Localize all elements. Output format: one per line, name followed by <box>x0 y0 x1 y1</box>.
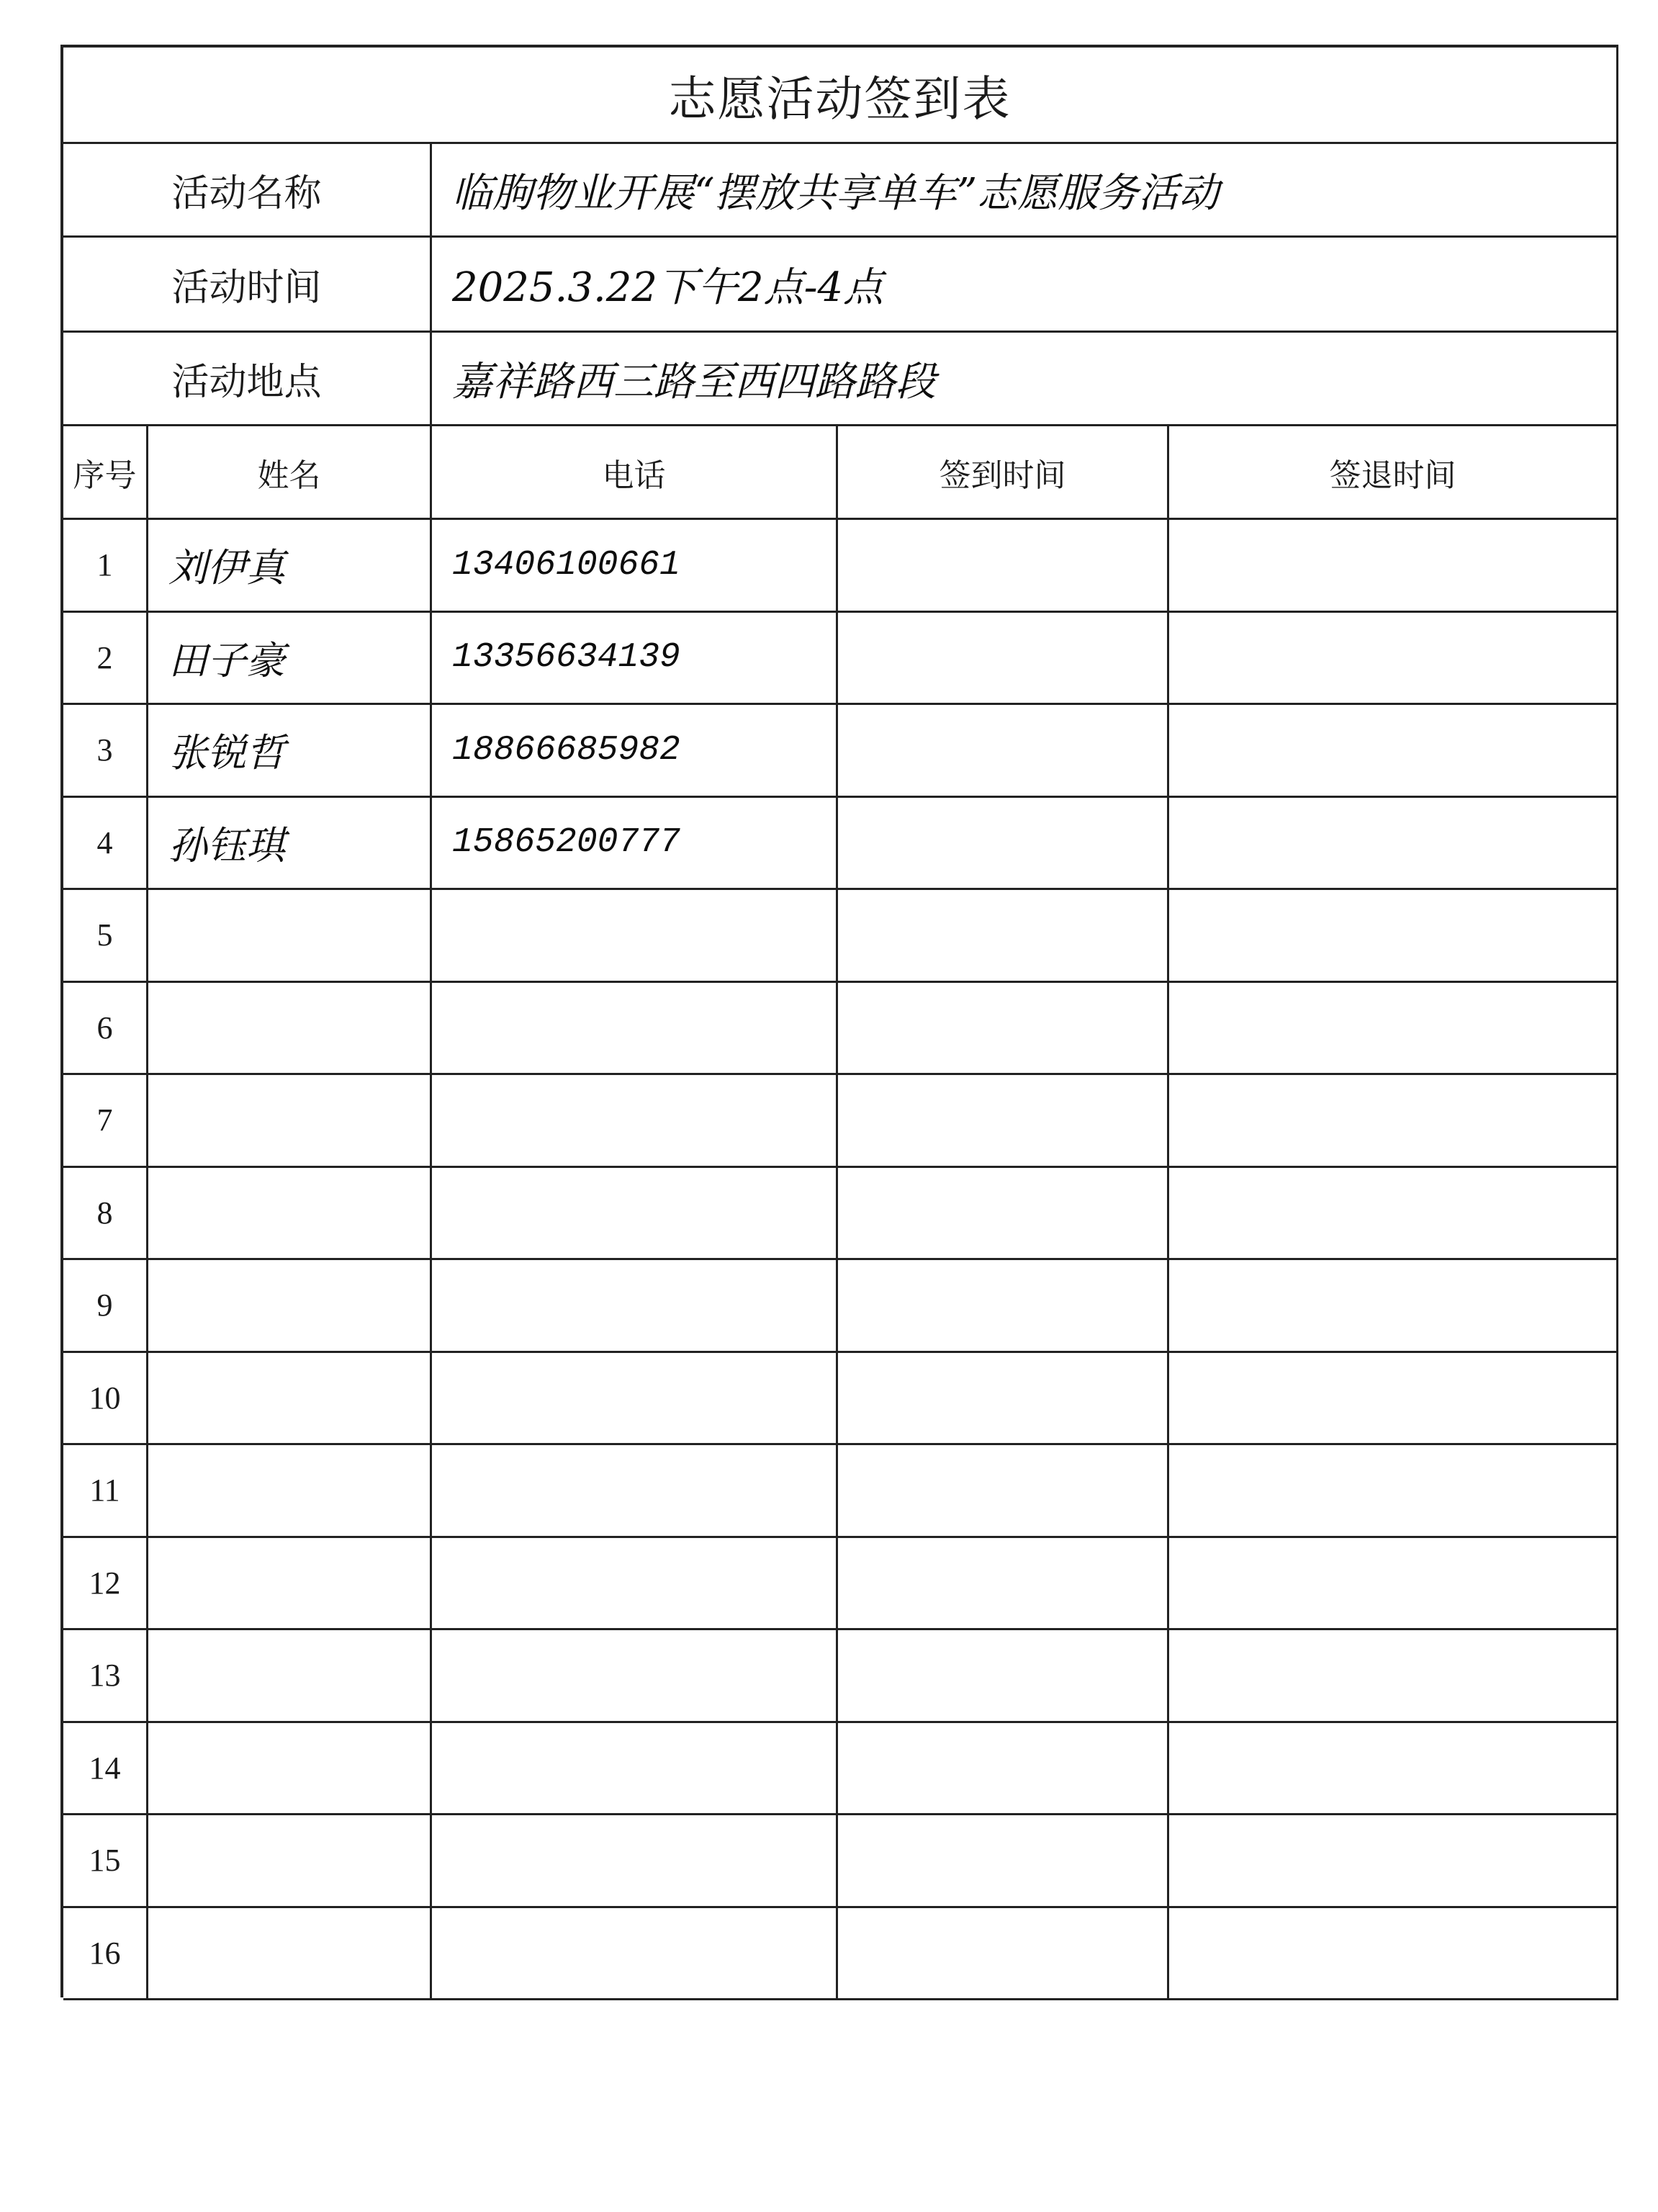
checkout-time <box>1169 798 1618 889</box>
activity-name-value: 临朐物业开展“摆放共享单车”志愿服务活动 <box>432 144 1618 235</box>
info-row-activity-name <box>63 144 1618 238</box>
row-number: 10 <box>63 1353 148 1444</box>
checkout-time <box>1169 1353 1618 1444</box>
table-row <box>63 613 1618 706</box>
checkin-time <box>838 890 1169 981</box>
signer-phone <box>432 1445 838 1536</box>
signer-phone <box>432 1168 838 1259</box>
table-row <box>63 520 1618 613</box>
checkin-time <box>838 1908 1169 1999</box>
signer-phone <box>432 1353 838 1444</box>
checkin-time <box>838 520 1169 611</box>
signer-name: 张锐哲 <box>148 705 432 796</box>
signer-name: 孙钰琪 <box>148 798 432 889</box>
checkin-time <box>838 705 1169 796</box>
info-label: 活动地点 <box>63 333 432 424</box>
signer-phone <box>432 1538 838 1629</box>
signer-name <box>148 1445 432 1536</box>
signer-name <box>148 1260 432 1351</box>
table-row <box>63 1075 1618 1168</box>
activity-time-value: 2025.3.22下午2点-4点 <box>432 238 1618 331</box>
table-row <box>63 1168 1618 1261</box>
signer-phone: 13356634139 <box>432 613 838 703</box>
checkout-time <box>1169 1630 1618 1721</box>
row-number: 3 <box>63 705 148 796</box>
signer-phone <box>432 1908 838 1999</box>
row-number: 2 <box>63 613 148 703</box>
column-header-number: 序号 <box>63 426 148 518</box>
row-number: 6 <box>63 983 148 1074</box>
signer-phone: 13406100661 <box>432 520 838 611</box>
checkout-time <box>1169 1723 1618 1814</box>
table-row <box>63 1353 1618 1446</box>
row-number: 13 <box>63 1630 148 1721</box>
table-row <box>63 983 1618 1076</box>
row-number: 9 <box>63 1260 148 1351</box>
checkin-time <box>838 1260 1169 1351</box>
row-number: 16 <box>63 1908 148 1999</box>
table-header-row <box>63 426 1618 520</box>
signer-phone <box>432 1723 838 1814</box>
checkout-time <box>1169 613 1618 703</box>
table-row <box>63 1260 1618 1353</box>
signer-phone <box>432 1075 838 1166</box>
table-row <box>63 890 1618 983</box>
checkout-time <box>1169 1538 1618 1629</box>
table-row <box>63 1445 1618 1538</box>
sheet-title: 志愿活动签到表 <box>63 48 1618 142</box>
checkout-time <box>1169 890 1618 981</box>
signer-phone <box>432 890 838 981</box>
signer-name <box>148 890 432 981</box>
checkin-time <box>838 798 1169 889</box>
checkout-time <box>1169 705 1618 796</box>
info-label: 活动时间 <box>63 238 432 331</box>
row-number: 15 <box>63 1815 148 1906</box>
table-row <box>63 1908 1618 2001</box>
column-header-checkout: 签退时间 <box>1169 426 1618 518</box>
column-header-phone: 电话 <box>432 426 838 518</box>
checkout-time <box>1169 520 1618 611</box>
checkin-time <box>838 1630 1169 1721</box>
checkin-time <box>838 1815 1169 1906</box>
checkin-time <box>838 1168 1169 1259</box>
row-number: 4 <box>63 798 148 889</box>
signer-name <box>148 1723 432 1814</box>
info-label: 活动名称 <box>63 144 432 235</box>
table-row <box>63 1815 1618 1908</box>
signer-name: 田子豪 <box>148 613 432 703</box>
signer-phone <box>432 983 838 1074</box>
row-number: 14 <box>63 1723 148 1814</box>
table-row <box>63 798 1618 891</box>
checkin-time <box>838 613 1169 703</box>
signer-name <box>148 1630 432 1721</box>
row-number: 7 <box>63 1075 148 1166</box>
sign-in-sheet <box>60 45 1618 1997</box>
checkout-time <box>1169 1815 1618 1906</box>
checkout-time <box>1169 1075 1618 1166</box>
row-number: 1 <box>63 520 148 611</box>
table-row <box>63 1538 1618 1631</box>
table-row <box>63 705 1618 798</box>
title-row <box>63 48 1618 144</box>
checkout-time <box>1169 1908 1618 1999</box>
signer-name <box>148 1908 432 1999</box>
activity-location-value: 嘉祥路西三路至西四路路段 <box>432 333 1618 424</box>
checkout-time <box>1169 983 1618 1074</box>
checkin-time <box>838 1538 1169 1629</box>
signer-name <box>148 1075 432 1166</box>
table-row <box>63 1630 1618 1723</box>
column-header-checkin: 签到时间 <box>838 426 1169 518</box>
signer-name <box>148 1538 432 1629</box>
checkin-time <box>838 1723 1169 1814</box>
row-number: 8 <box>63 1168 148 1259</box>
checkin-time <box>838 1075 1169 1166</box>
checkin-time <box>838 1445 1169 1536</box>
checkout-time <box>1169 1168 1618 1259</box>
row-number: 5 <box>63 890 148 981</box>
signer-name <box>148 1815 432 1906</box>
signer-phone: 18866685982 <box>432 705 838 796</box>
signer-name <box>148 1168 432 1259</box>
signer-phone <box>432 1260 838 1351</box>
signer-name <box>148 983 432 1074</box>
table-row <box>63 1723 1618 1816</box>
column-header-name: 姓名 <box>148 426 432 518</box>
row-number: 12 <box>63 1538 148 1629</box>
signer-phone <box>432 1630 838 1721</box>
checkout-time <box>1169 1260 1618 1351</box>
checkin-time <box>838 1353 1169 1444</box>
row-number: 11 <box>63 1445 148 1536</box>
signer-phone <box>432 1815 838 1906</box>
info-row-activity-time <box>63 238 1618 333</box>
checkout-time <box>1169 1445 1618 1536</box>
signer-phone: 15865200777 <box>432 798 838 889</box>
checkin-time <box>838 983 1169 1074</box>
info-row-activity-location <box>63 333 1618 426</box>
signer-name <box>148 1353 432 1444</box>
signer-name: 刘伊真 <box>148 520 432 611</box>
